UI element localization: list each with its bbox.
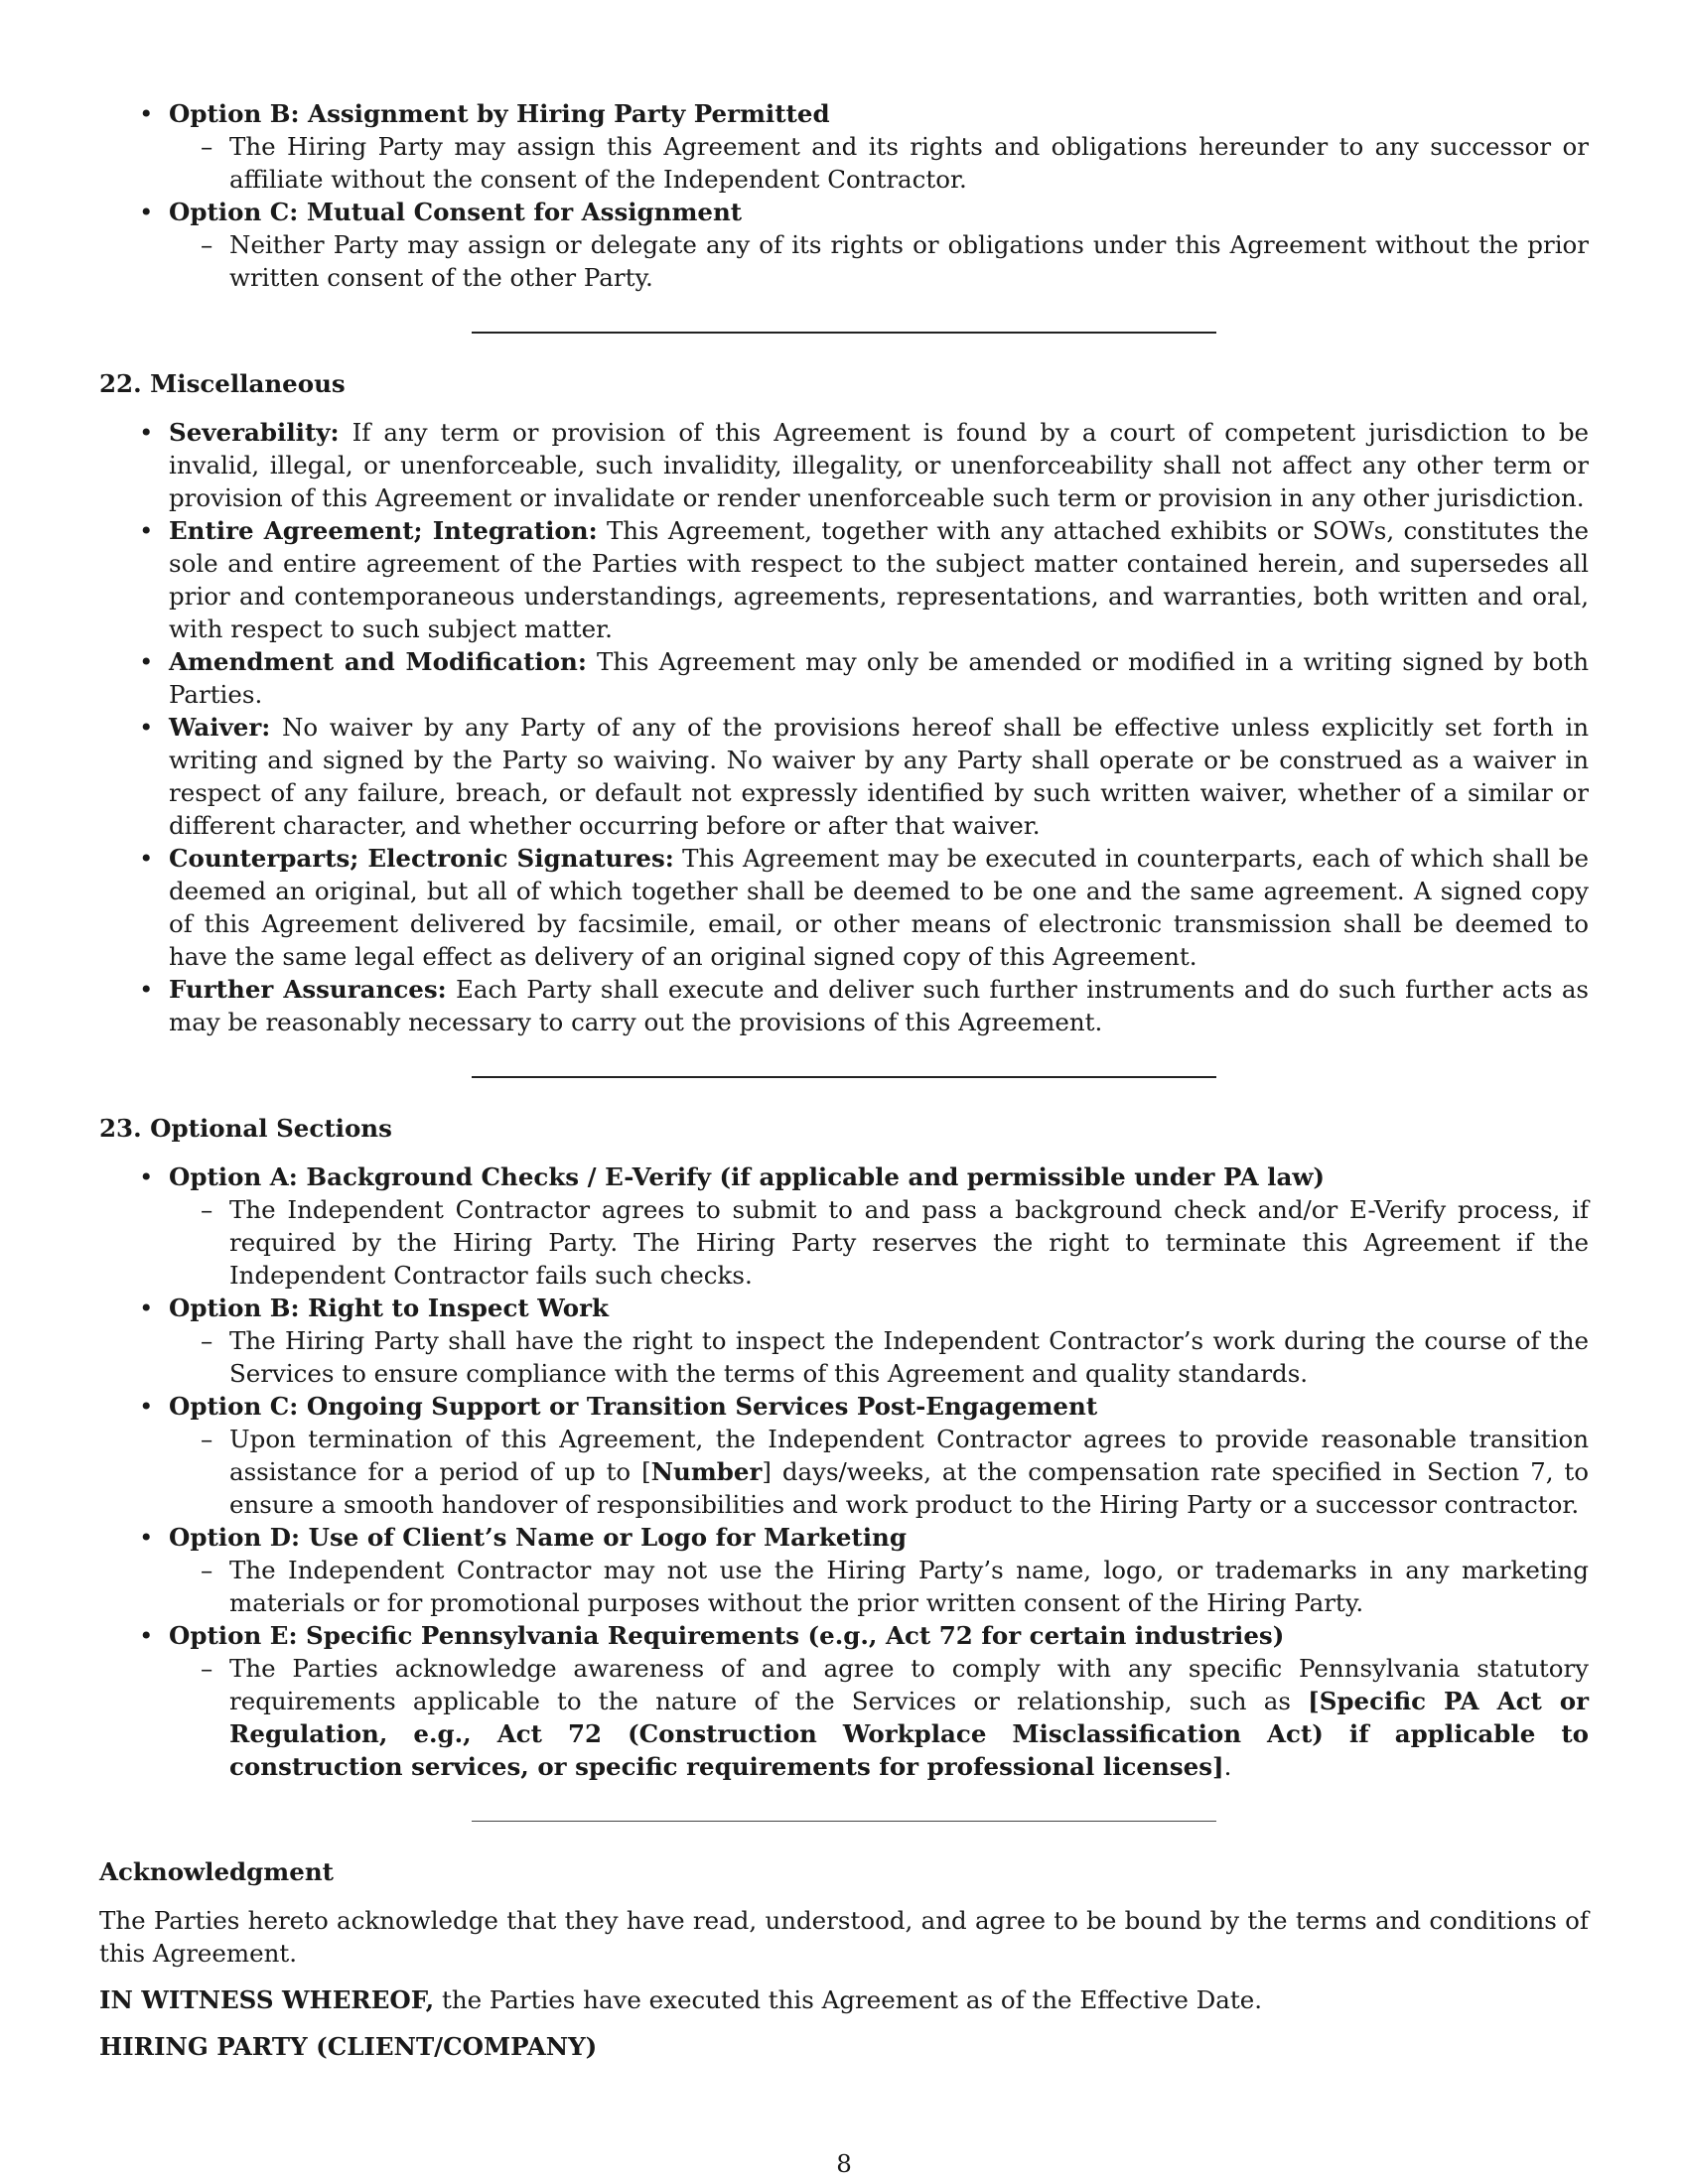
option-text-before: The Parties acknowledge awareness of and agree to comply with any specific Pennsylvania statutory requirements applicable to the nature of the Services or relationship, such as (229, 1654, 1589, 1715)
item-text: No waiver by any Party of any of the provisions hereof shall be effective unless explicitly set forth in writing and signed by the Party so waiving. No waiver by any Party shall operate or be construed as a waiver in respect of any failure, breach, or default not expressly identified by such written waiver, whether of a similar or different character, and whether occurring before or after that waiver. (169, 713, 1589, 840)
section-divider (472, 1821, 1216, 1822)
option-label: Option E: Specific Pennsylvania Requirements (e.g., Act 72 for certain industries) (169, 1621, 1285, 1650)
option-label: Option A: Background Checks / E-Verify (if applicable and permissible under PA law) (169, 1162, 1326, 1191)
item-label: Further Assurances: (169, 975, 447, 1004)
item-text: This Agreement may only be amended or modified in a writing signed by both Parties. (169, 647, 1589, 709)
page-number: 8 (836, 2149, 852, 2178)
option-text-after: ] days/weeks, at the compensation rate specified in Section 7, to ensure a smooth handover of responsibilities and work product to the Hiring Party or a successor contractor. (229, 1457, 1589, 1519)
item-text: This Agreement may be executed in counterparts, each of which shall be deemed an original, but all of which together shall be deemed to be one and the same agreement. A signed copy of this Agreement delivered by facsimile, email, or other means of electronic transmission shall be deemed to have the same legal effect as delivery of an original signed copy of this Agreement. (169, 844, 1589, 971)
option-text: – The Independent Contractor agrees to submit to and pass a background check and/or E-Verify process, if required by the Hiring Party. The Hiring Party reserves the right to terminate this Agreement if the Independent Contractor fails such checks. (169, 1193, 1589, 1292)
option-text (169, 1423, 1589, 1521)
option-label: Option C: Mutual Consent for Assignment (169, 198, 743, 226)
acknowledgment-heading: Acknowledgment (99, 1857, 334, 1886)
list-item (99, 196, 1589, 294)
assignment-options-list (99, 97, 1589, 294)
option-text-before: Upon termination of this Agreement, the Independent Contractor agrees to provide reasonable transition assistance for a period of up to [ (229, 1425, 1589, 1486)
option-text: – Neither Party may assign or delegate any of its rights or obligations under this Agreement without the prior written consent of the other Party. (169, 228, 1589, 294)
list-item (99, 97, 1589, 196)
list-item (99, 973, 1589, 1038)
item-label: Waiver: (169, 713, 271, 742)
list-item (99, 1292, 1589, 1390)
list-item (99, 416, 1589, 514)
item-label: Amendment and Modification: (169, 647, 587, 676)
placeholder-field: Number (650, 1457, 763, 1486)
list-item (99, 514, 1589, 645)
item-text: If any term or provision of this Agreement is found by a court of competent jurisdiction to be invalid, illegal, or unenforceable, such invalidity, illegality, or unenforceability shall not affect any other term or provision of this Agreement or invalidate or render unenforceable such term or provision in any other jurisdiction. (169, 418, 1589, 512)
miscellaneous-list (99, 416, 1589, 1038)
option-label: Option B: Assignment by Hiring Party Permitted (169, 99, 830, 128)
optional-sections-list (99, 1160, 1589, 1783)
option-text: – The Hiring Party shall have the right to inspect the Independent Contractor’s work during the course of the Services to ensure compliance with the terms of this Agreement and quality standards. (169, 1324, 1589, 1390)
witness-bold: IN WITNESS WHEREOF, (99, 1985, 435, 2014)
option-label: Option B: Right to Inspect Work (169, 1294, 609, 1322)
option-text: – The Independent Contractor may not use the Hiring Party’s name, logo, or trademarks in any marketing materials or for promotional purposes without the prior written consent of the Hiring Party. (169, 1554, 1589, 1619)
option-label: Option D: Use of Client’s Name or Logo for Marketing (169, 1523, 907, 1552)
list-item (99, 1390, 1589, 1521)
list-item (99, 842, 1589, 973)
witness-statement (99, 1983, 1589, 2016)
item-label: Severability: (169, 418, 340, 447)
list-item (99, 645, 1589, 711)
section-divider (472, 1076, 1216, 1078)
acknowledgment-text: The Parties hereto acknowledge that they have read, understood, and agree to be bound by the terms and conditions of this Agreement. (99, 1906, 1589, 1968)
list-item (99, 1619, 1589, 1783)
item-text: Each Party shall execute and deliver such further instruments and do such further acts as may be reasonably necessary to carry out the provisions of this Agreement. (169, 975, 1589, 1036)
section-22-heading: 22. Miscellaneous (99, 369, 346, 398)
witness-text: the Parties have executed this Agreement as of the Effective Date. (434, 1985, 1263, 2014)
list-item (99, 1521, 1589, 1619)
placeholder-field: [Specific PA Act or Regulation, e.g., Act 72 (Construction Workplace Misclassification Act) if applicable to construction services, or specific requirements for professional licenses] (229, 1687, 1589, 1781)
item-label: Counterparts; Electronic Signatures: (169, 844, 674, 873)
option-text: – The Hiring Party may assign this Agreement and its rights and obligations hereunder to any successor or affiliate without the consent of the Independent Contractor. (169, 130, 1589, 196)
option-text (169, 1652, 1589, 1783)
item-label: Entire Agreement; Integration: (169, 516, 598, 545)
option-label: Option C: Ongoing Support or Transition Services Post-Engagement (169, 1392, 1098, 1421)
option-text-after: . (1223, 1752, 1232, 1781)
section-divider (472, 332, 1216, 334)
section-23-heading: 23. Optional Sections (99, 1114, 392, 1143)
item-text: This Agreement, together with any attached exhibits or SOWs, constitutes the sole and entire agreement of the Parties with respect to the subject matter contained herein, and supersedes all prior and contemporaneous understandings, agreements, representations, and warranties, both written and oral, with respect to such subject matter. (169, 516, 1589, 643)
hiring-party-heading (99, 2030, 1589, 2063)
list-item (99, 1160, 1589, 1292)
list-item (99, 711, 1589, 842)
document-page (99, 97, 1589, 2077)
hiring-party-label: HIRING PARTY (CLIENT/COMPANY) (99, 2032, 598, 2061)
